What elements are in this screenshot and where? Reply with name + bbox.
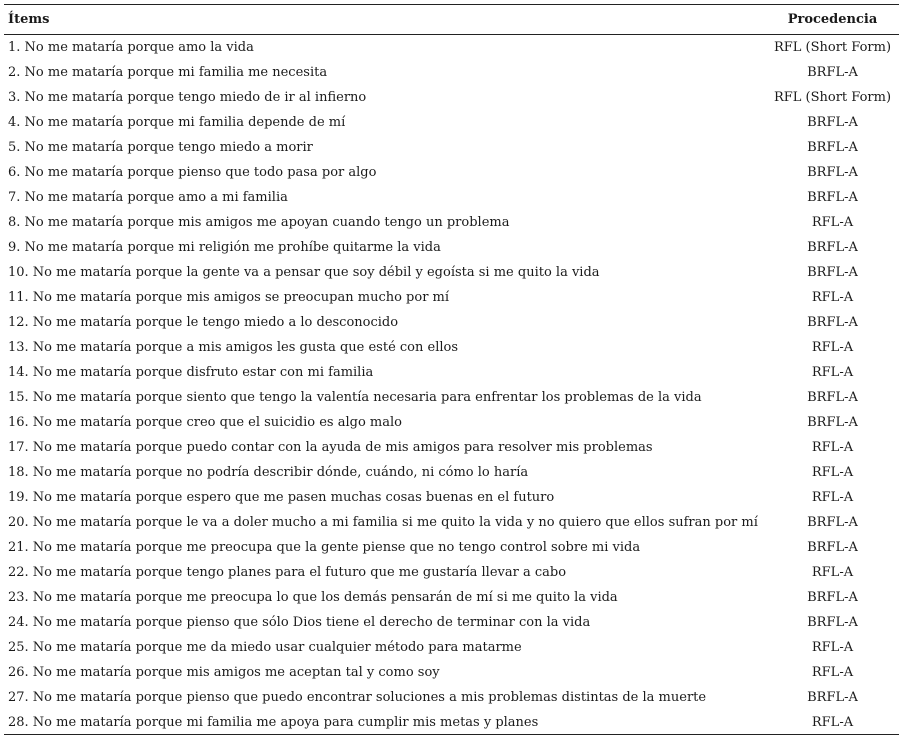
procedencia-value: BRFL-A xyxy=(807,65,858,80)
procedencia-value: BRFL-A xyxy=(807,190,858,205)
procedencia-value: BRFL-A xyxy=(807,540,858,555)
item-text: 28. No me mataría porque mi familia me apoya para cumplir mis metas y planes xyxy=(8,714,539,730)
table-row xyxy=(4,610,899,635)
table-row xyxy=(4,360,899,385)
table-row xyxy=(4,435,899,460)
item-text: 22. No me mataría porque tengo planes para el futuro que me gustaría llevar a cabo xyxy=(8,565,567,580)
table-row xyxy=(4,685,899,710)
procedencia-value: RFL-A xyxy=(811,215,854,230)
table-row xyxy=(4,235,899,260)
item-text: 8. No me mataría porque mis amigos me apoyan cuando tengo un problema xyxy=(8,215,510,230)
item-text: 24. No me mataría porque pienso que sólo Dios tiene el derecho de terminar con la vida xyxy=(8,615,591,630)
procedencia-value: BRFL-A xyxy=(807,115,858,130)
table-row xyxy=(4,35,899,61)
item-text: 15. No me mataría porque siento que tengo la valentía necesaria para enfrentar los problemas de la vida xyxy=(8,390,702,405)
item-text: 4. No me mataría porque mi familia depende de mí xyxy=(8,115,346,130)
procedencia-value: BRFL-A xyxy=(807,265,858,280)
item-text: 6. No me mataría porque pienso que todo pasa por algo xyxy=(8,165,377,180)
item-text: 12. No me mataría porque le tengo miedo a lo desconocido xyxy=(8,315,399,330)
procedencia-value: RFL-A xyxy=(811,665,854,680)
procedencia-value: RFL (Short Form) xyxy=(773,40,892,55)
table-row xyxy=(4,60,899,85)
item-text: 11. No me mataría porque mis amigos se preocupan mucho por mí xyxy=(8,290,450,305)
table-row xyxy=(4,635,899,660)
procedencia-value: BRFL-A xyxy=(807,165,858,180)
table-row xyxy=(4,85,899,110)
procedencia-value: RFL-A xyxy=(811,490,854,505)
table-header-row xyxy=(4,5,899,35)
table-row xyxy=(4,160,899,185)
item-text: 26. No me mataría porque mis amigos me aceptan tal y como soy xyxy=(8,665,440,680)
table-row xyxy=(4,335,899,360)
procedencia-value: RFL-A xyxy=(811,440,854,455)
table-row xyxy=(4,510,899,535)
table-row xyxy=(4,110,899,135)
table-row xyxy=(4,260,899,285)
item-text: 21. No me mataría porque me preocupa que la gente piense que no tengo control sobre mi vida xyxy=(8,540,641,555)
procedencia-value: RFL-A xyxy=(811,365,854,380)
item-text: 20. No me mataría porque le va a doler mucho a mi familia si me quito la vida y no quiero que ellos sufran por mí xyxy=(8,515,758,530)
item-text: 10. No me mataría porque la gente va a pensar que soy débil y egoísta si me quito la vida xyxy=(8,265,600,280)
items-table-container xyxy=(4,4,899,735)
item-text: 25. No me mataría porque me da miedo usar cualquier método para matarme xyxy=(8,640,522,655)
item-text: 2. No me mataría porque mi familia me necesita xyxy=(8,65,328,80)
table-row xyxy=(4,410,899,435)
item-text: 19. No me mataría porque espero que me pasen muchas cosas buenas en el futuro xyxy=(8,490,555,505)
procedencia-value: RFL-A xyxy=(811,340,854,355)
procedencia-value: RFL-A xyxy=(811,290,854,305)
procedencia-value: BRFL-A xyxy=(807,690,858,705)
header-items: Ítems xyxy=(4,5,766,35)
procedencia-value: BRFL-A xyxy=(807,590,858,605)
header-procedencia: Procedencia xyxy=(766,5,899,35)
procedencia-value: BRFL-A xyxy=(807,415,858,430)
procedencia-value: BRFL-A xyxy=(807,615,858,630)
item-text: 9. No me mataría porque mi religión me prohíbe quitarme la vida xyxy=(8,240,441,255)
procedencia-value: BRFL-A xyxy=(807,390,858,405)
item-text: 18. No me mataría porque no podría describir dónde, cuándo, ni cómo lo haría xyxy=(8,465,529,480)
procedencia-value: RFL-A xyxy=(811,714,854,730)
item-text: 5. No me mataría porque tengo miedo a morir xyxy=(8,140,313,155)
item-text: 27. No me mataría porque pienso que puedo encontrar soluciones a mis problemas distintas de la muerte xyxy=(8,690,707,705)
items-table xyxy=(4,5,899,734)
procedencia-value: RFL-A xyxy=(811,640,854,655)
item-text: 7. No me mataría porque amo a mi familia xyxy=(8,190,288,205)
table-row xyxy=(4,135,899,160)
table-row xyxy=(4,310,899,335)
table-row xyxy=(4,535,899,560)
table-body xyxy=(4,35,899,735)
table-row xyxy=(4,385,899,410)
table-row xyxy=(4,285,899,310)
procedencia-value: RFL-A xyxy=(811,565,854,580)
item-text: 13. No me mataría porque a mis amigos les gusta que esté con ellos xyxy=(8,340,459,355)
table-row xyxy=(4,485,899,510)
procedencia-value: BRFL-A xyxy=(807,240,858,255)
item-text: 16. No me mataría porque creo que el suicidio es algo malo xyxy=(8,415,402,430)
procedencia-value: BRFL-A xyxy=(807,515,858,530)
table-row xyxy=(4,460,899,485)
procedencia-value: RFL (Short Form) xyxy=(773,90,892,105)
procedencia-value: BRFL-A xyxy=(807,315,858,330)
item-text: 14. No me mataría porque disfruto estar con mi familia xyxy=(8,365,374,380)
table-row xyxy=(4,185,899,210)
table-row xyxy=(4,710,899,734)
item-text: 3. No me mataría porque tengo miedo de ir al infierno xyxy=(8,90,367,105)
procedencia-value: RFL-A xyxy=(811,465,854,480)
procedencia-value: BRFL-A xyxy=(807,140,858,155)
table-row xyxy=(4,560,899,585)
table-row xyxy=(4,660,899,685)
item-text: 23. No me mataría porque me preocupa lo que los demás pensarán de mí si me quito la vida xyxy=(8,590,618,605)
item-text: 17. No me mataría porque puedo contar con la ayuda de mis amigos para resolver mis problemas xyxy=(8,440,653,455)
table-row xyxy=(4,585,899,610)
table-row xyxy=(4,210,899,235)
item-text: 1. No me mataría porque amo la vida xyxy=(8,40,254,55)
